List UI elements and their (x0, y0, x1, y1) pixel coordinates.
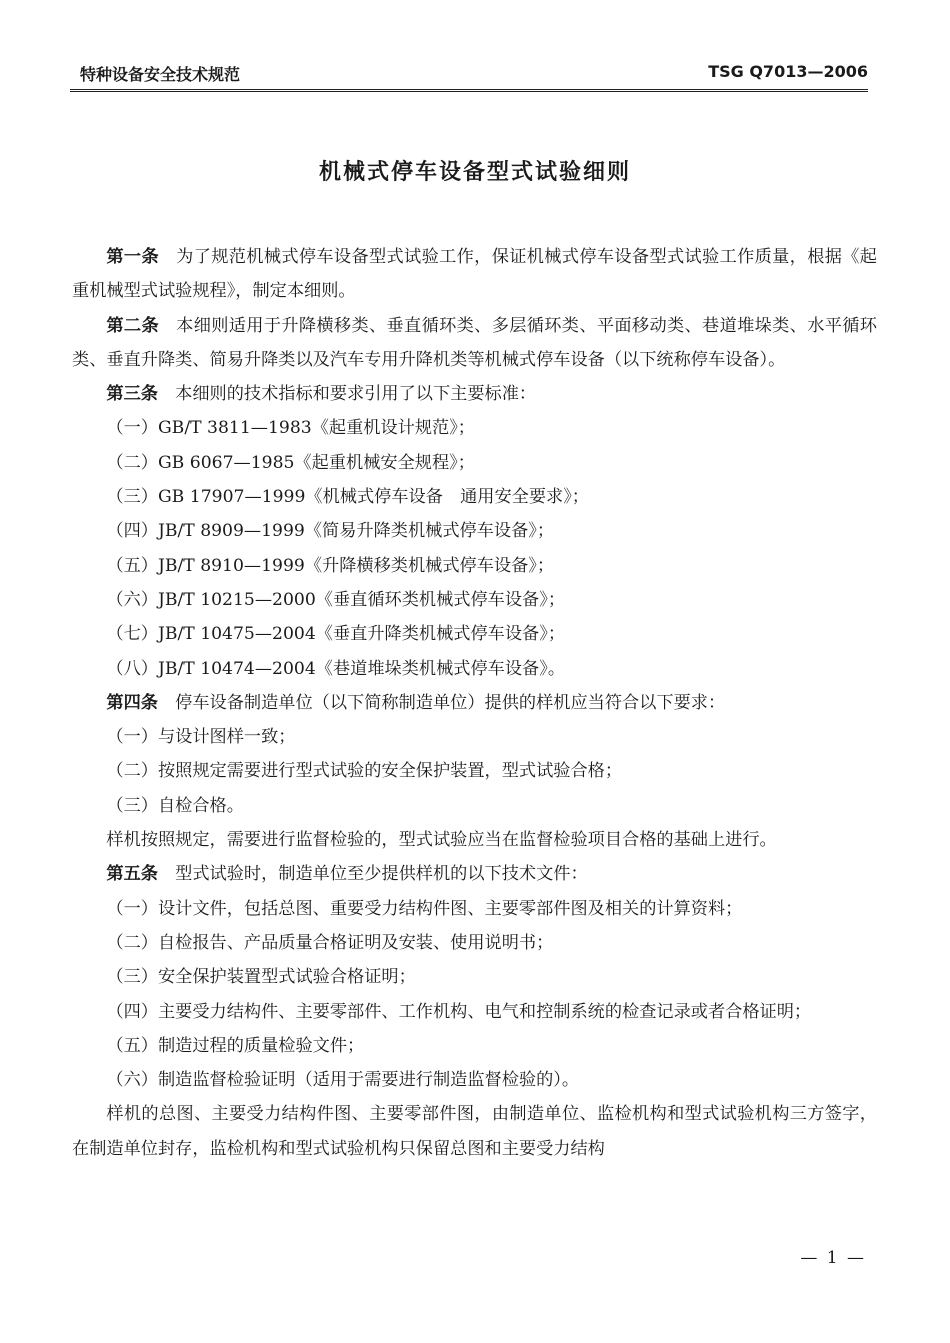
article-number: 第一条 (106, 247, 159, 267)
running-header (70, 60, 868, 88)
list-item (72, 1029, 877, 1063)
list-item (72, 652, 877, 686)
paragraph-text: 本细则适用于升降横移类、垂直循环类、多层循环类、平面移动类、巷道堆垛类、水平循环类、垂直升降类、简易升降类以及汽车专用升降机类等机械式停车设备（以下统称停车设备）。 (72, 315, 877, 370)
paragraph-text: （二）GB 6067—1985《起重机械安全规程》； (106, 452, 475, 473)
paragraph-text: 本细则的技术指标和要求引用了以下主要标准： (175, 384, 537, 405)
paragraph-text: 型式试验时，制造单位至少提供样机的以下技术文件： (175, 864, 588, 885)
article-paragraph (72, 309, 877, 378)
list-item (72, 995, 877, 1029)
paragraph-text: （五）JB/T 8910—1999《升降横移类机械式停车设备》； (106, 555, 555, 576)
header-spec-series: 特种设备安全技术规范 (80, 65, 241, 84)
paragraph-text: （六）制造监督检验证明（适用于需要进行制造监督检验的）。 (106, 1070, 580, 1091)
paragraph-text: （五）制造过程的质量检验文件； (106, 1035, 365, 1056)
list-item (72, 549, 877, 583)
list-item (72, 411, 877, 445)
list-item (72, 892, 877, 926)
body-text (72, 240, 877, 1166)
article-number: 第三条 (106, 384, 158, 405)
list-item (72, 514, 877, 548)
list-item (72, 480, 877, 514)
page-number: — 1 — (800, 1248, 866, 1268)
header-divider (70, 89, 868, 92)
list-item (72, 823, 877, 857)
list-item (72, 583, 877, 617)
paragraph-text: （八）JB/T 10474—2004《巷道堆垛类机械式停车设备》。 (106, 658, 566, 679)
list-item (72, 1097, 877, 1166)
paragraph-text: 为了规范机械式停车设备型式试验工作，保证机械式停车设备型式试验工作质量，根据《起重机械型式试验规程》，制定本细则。 (72, 247, 877, 302)
paragraph-text: （四）JB/T 8909—1999《简易升降类机械式停车设备》； (106, 521, 555, 542)
paragraph-text: 样机的总图、主要受力结构件图、主要零部件图，由制造单位、监检机构和型式试验机构三方签字，在制造单位封存，监检机构和型式试验机构只保留总图和主要受力结构 (72, 1104, 877, 1159)
list-item (72, 960, 877, 994)
paragraph-text: （三）安全保护装置型式试验合格证明； (106, 967, 416, 988)
paragraph-text: （一）与设计图样一致； (106, 727, 296, 748)
list-item (72, 446, 877, 480)
list-item (72, 754, 877, 788)
paragraph-text: （二）按照规定需要进行型式试验的安全保护装置，型式试验合格； (106, 761, 623, 782)
article-number: 第二条 (106, 315, 159, 336)
paragraph-text: 停车设备制造单位（以下简称制造单位）提供的样机应当符合以下要求： (175, 692, 726, 713)
article-number: 第四条 (106, 692, 158, 713)
article-paragraph (72, 857, 877, 891)
article-paragraph (72, 377, 877, 411)
paragraph-text: 样机按照规定，需要进行监督检验的，型式试验应当在监督检验项目合格的基础上进行。 (106, 830, 777, 851)
paragraph-text: （二）自检报告、产品质量合格证明及安装、使用说明书； (106, 932, 554, 953)
list-item (72, 617, 877, 651)
paragraph-text: （一）GB/T 3811—1983《起重机设计规范》； (106, 418, 475, 439)
article-paragraph (72, 240, 877, 309)
list-item (72, 720, 877, 754)
article-number: 第五条 (106, 864, 158, 885)
paragraph-text: （四）主要受力结构件、主要零部件、工作机构、电气和控制系统的检查记录或者合格证明； (106, 1001, 812, 1022)
article-paragraph (72, 686, 877, 720)
list-item (72, 789, 877, 823)
list-item (72, 1063, 877, 1097)
list-item (72, 926, 877, 960)
paragraph-text: （七）JB/T 10475—2004《垂直升降类机械式停车设备》； (106, 624, 566, 645)
header-standard-code: TSG Q7013—2006 (708, 62, 868, 81)
paragraph-text: （一）设计文件，包括总图、重要受力结构件图、主要零部件图及相关的计算资料； (106, 898, 743, 919)
paragraph-text: （六）JB/T 10215—2000《垂直循环类机械式停车设备》； (106, 589, 566, 610)
paragraph-text: （三）自检合格。 (106, 795, 244, 816)
document-title: 机械式停车设备型式试验细则 (318, 160, 631, 185)
paragraph-text: （三）GB 17907—1999《机械式停车设备 通用安全要求》； (106, 487, 589, 508)
